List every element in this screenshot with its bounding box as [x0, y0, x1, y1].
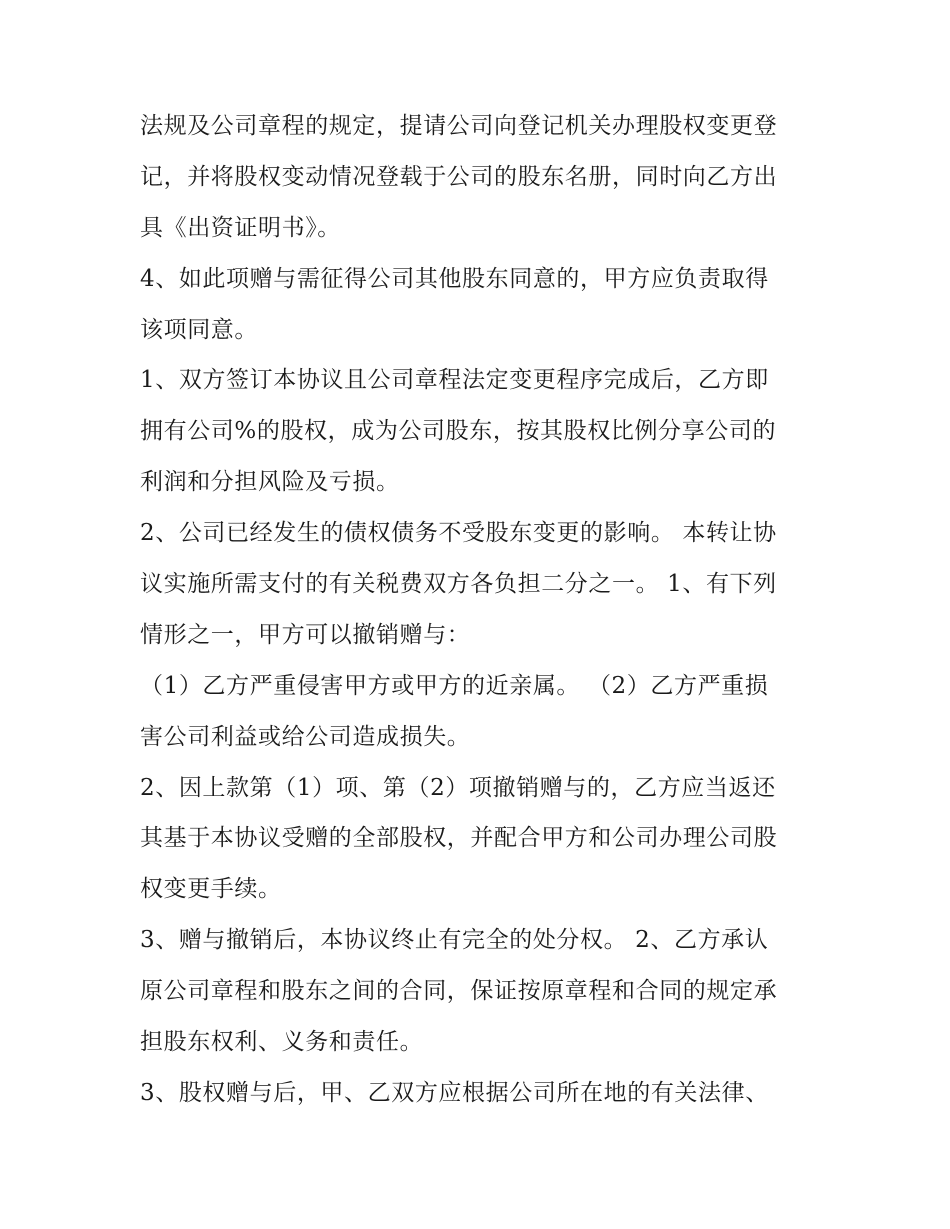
text-line: 情形之一，甲方可以撤销赠与： — [140, 621, 471, 648]
text-line: 拥有公司%的股权，成为公司股东，按其股权比例分享公司的 — [140, 418, 777, 445]
text-line: 1、双方签订本协议且公司章程法定变更程序完成后，乙方即 — [140, 367, 769, 394]
text-line: 4、如此项赠与需征得公司其他股东同意的，甲方应负责取得 — [140, 265, 769, 292]
text-line: 2、因上款第（1）项、第（2）项撤销赠与的，乙方应当返还 — [140, 774, 776, 801]
text-line: 原公司章程和股东之间的合同，保证按原章程和合同的规定承 — [140, 978, 778, 1005]
text-line: 3、股权赠与后，甲、乙双方应根据公司所在地的有关法律、 — [140, 1079, 769, 1106]
document-body — [140, 101, 820, 1119]
text-line: 害公司利益或给公司造成损失。 — [140, 723, 471, 750]
text-line: 2、公司已经发生的债权债务不受股东变更的影响。 本转让协 — [140, 520, 777, 547]
text-line: （1）乙方严重侵害甲方或甲方的近亲属。 （2）乙方严重损 — [140, 672, 769, 699]
text-line: 3、赠与撤销后，本协议终止有完全的处分权。 2、乙方承认 — [140, 927, 769, 954]
text-line: 利润和分担风险及亏损。 — [140, 469, 400, 496]
text-line: 权变更手续。 — [140, 876, 282, 903]
text-line: 议实施所需支付的有关税费双方各负担二分之一。 1、有下列 — [140, 571, 777, 598]
text-line: 记，并将股权变动情况登载于公司的股东名册，同时向乙方出 — [140, 163, 778, 190]
text-line: 具《出资证明书》。 — [140, 214, 341, 241]
text-line: 担股东权利、义务和责任。 — [140, 1029, 424, 1056]
text-line: 该项同意。 — [140, 316, 258, 343]
text-line: 法规及公司章程的规定，提请公司向登记机关办理股权变更登 — [140, 113, 778, 139]
text-line: 其基于本协议受赠的全部股权，并配合甲方和公司办理公司股 — [140, 825, 778, 852]
